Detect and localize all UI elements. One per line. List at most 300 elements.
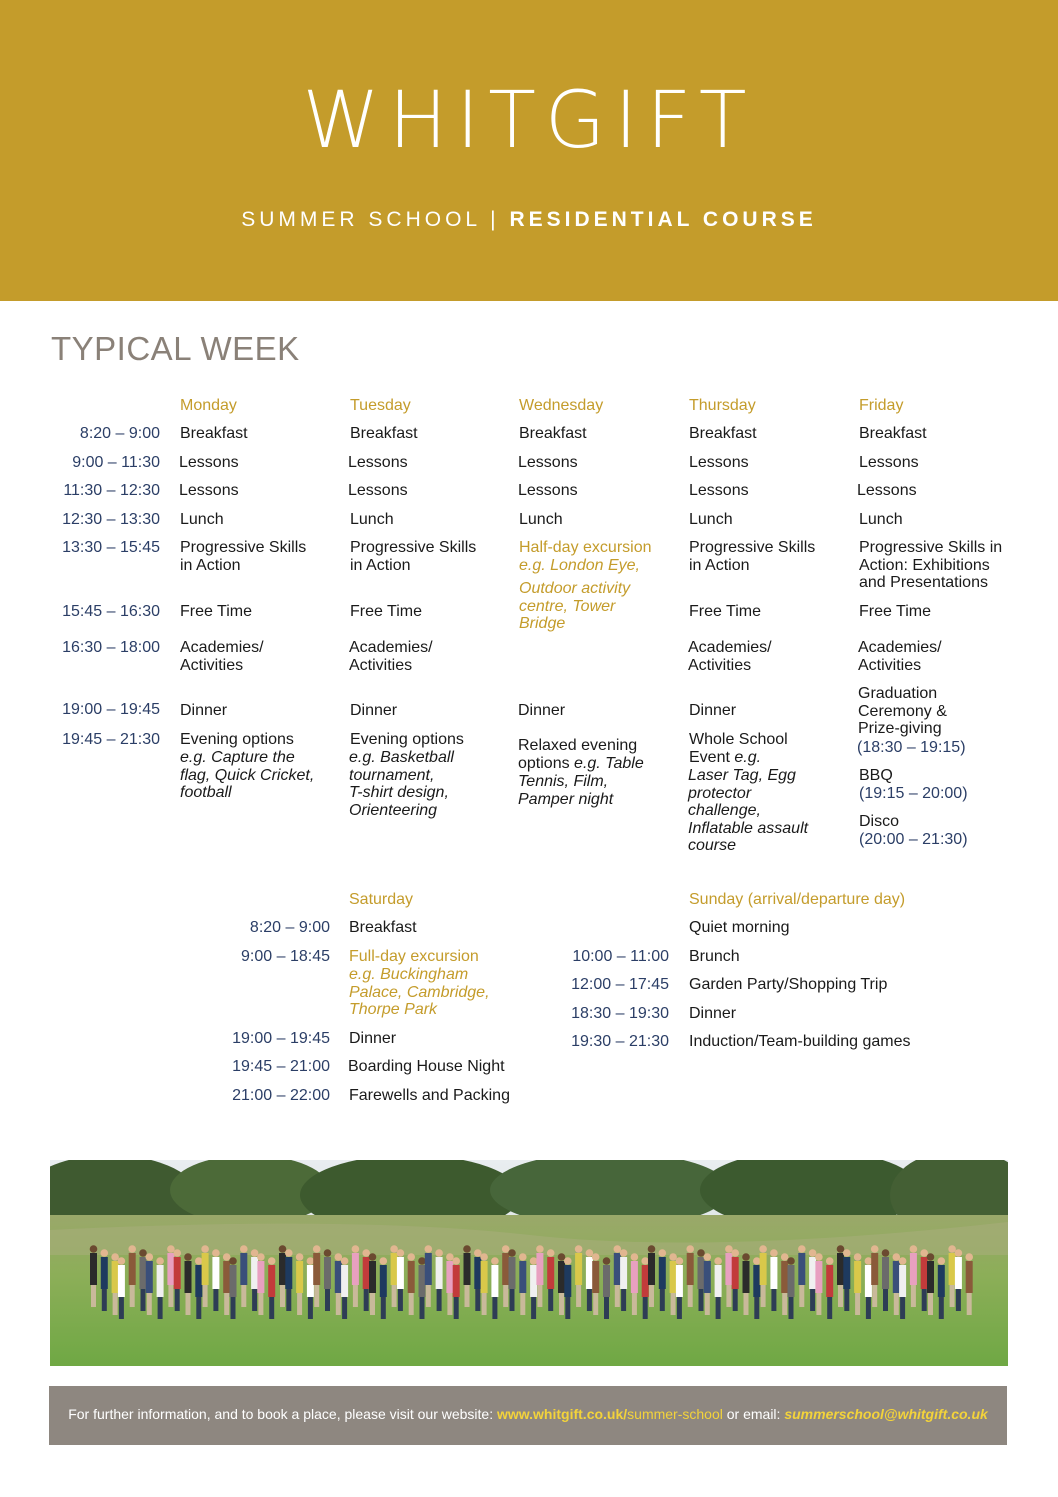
person-legs (531, 1297, 536, 1319)
group-photo (50, 1160, 1008, 1366)
person-figure (101, 1257, 108, 1289)
person-legs (231, 1297, 236, 1319)
email-link[interactable]: summerschool@whitgift.co.uk (784, 1406, 988, 1422)
person-legs (325, 1289, 330, 1311)
thursday-lessons: Lessons (689, 482, 749, 499)
person-figure (966, 1261, 973, 1293)
tuesday-lessons: Lessons (348, 454, 408, 471)
person-head (955, 1249, 963, 1257)
person-head (201, 1245, 209, 1253)
person-figure (938, 1265, 945, 1297)
person-head (725, 1245, 733, 1253)
person-figure (285, 1257, 292, 1289)
person-head (530, 1257, 538, 1265)
website-link-domain[interactable]: www.whitgift.co.uk/ (497, 1406, 628, 1422)
person-figure (146, 1261, 153, 1293)
footer-text-intro: For further information, and to book a place, please visit our website: (68, 1406, 497, 1422)
person-figure (369, 1261, 376, 1293)
person-legs (113, 1293, 118, 1315)
saturday-dinner: Dinner (349, 1030, 397, 1047)
friday-skills: Progressive Skills in Action: Exhibitions and Presentations (859, 539, 1003, 591)
subtitle-bold: RESIDENTIAL COURSE (509, 208, 817, 231)
person-head (631, 1253, 639, 1261)
saturday-boarding: Boarding House Night (348, 1058, 505, 1075)
sunday-dinner: Dinner (689, 1005, 737, 1022)
person-head (965, 1253, 973, 1261)
wednesday-evening-eg: e.g. Table (574, 754, 644, 772)
person-figure (491, 1265, 498, 1297)
wednesday-evening-examples: Tennis, Film, Pamper night (518, 773, 614, 808)
person-head (798, 1245, 806, 1253)
time-slot: 15:45 – 16:30 (62, 603, 160, 620)
person-head (586, 1249, 594, 1257)
person-figure (446, 1261, 453, 1293)
person-head (101, 1249, 109, 1257)
person-legs (503, 1285, 508, 1307)
person-figure (921, 1257, 928, 1289)
person-legs (437, 1289, 442, 1311)
person-legs (928, 1293, 933, 1315)
person-head (324, 1249, 332, 1257)
person-head (676, 1257, 684, 1265)
person-legs (102, 1289, 107, 1311)
person-head (139, 1249, 147, 1257)
person-legs (593, 1293, 598, 1315)
person-head (704, 1253, 712, 1261)
person-figure (753, 1265, 760, 1297)
person-figure (558, 1261, 565, 1293)
day-header-saturday: Saturday (349, 891, 414, 908)
tuesday-breakfast: Breakfast (350, 425, 418, 442)
person-head (341, 1257, 349, 1265)
person-head (753, 1257, 761, 1265)
person-head (547, 1249, 555, 1257)
person-head (425, 1245, 433, 1253)
person-head (184, 1253, 192, 1261)
person-head (480, 1253, 488, 1261)
person-legs (203, 1285, 208, 1307)
person-legs (398, 1289, 403, 1311)
person-head (882, 1249, 890, 1257)
person-figure (955, 1257, 962, 1289)
wednesday-dinner: Dinner (518, 702, 566, 719)
person-head (118, 1257, 126, 1265)
person-head (508, 1249, 516, 1257)
friday-lunch: Lunch (859, 511, 903, 528)
person-figure (893, 1261, 900, 1293)
person-figure (530, 1265, 537, 1297)
person-legs (392, 1285, 397, 1307)
sunday-time: 18:30 – 19:30 (571, 1005, 669, 1022)
saturday-farewells: Farewells and Packing (349, 1087, 510, 1104)
person-legs (420, 1297, 425, 1319)
person-figure (843, 1257, 850, 1289)
person-legs (705, 1293, 710, 1315)
person-head (659, 1249, 667, 1257)
footer-bar (49, 1386, 1007, 1445)
person-head (781, 1253, 789, 1261)
person-legs (872, 1285, 877, 1307)
person-legs (447, 1293, 452, 1315)
person-figure (279, 1253, 286, 1285)
person-head (669, 1253, 677, 1261)
person-head (285, 1249, 293, 1257)
person-figure (481, 1261, 488, 1293)
tuesday-evening: Evening options (350, 731, 464, 748)
person-figure (837, 1253, 844, 1285)
person-legs (475, 1289, 480, 1311)
tuesday-lunch: Lunch (350, 511, 394, 528)
person-figure (760, 1253, 767, 1285)
person-head (407, 1253, 415, 1261)
person-legs (186, 1293, 191, 1315)
person-figure (240, 1253, 247, 1285)
thursday-lessons: Lessons (689, 454, 749, 471)
person-legs (280, 1285, 285, 1307)
thursday-dinner: Dinner (689, 702, 737, 719)
person-figure (223, 1261, 230, 1293)
person-figure (251, 1257, 258, 1289)
thursday-evening-eg: e.g. (734, 748, 762, 766)
person-legs (336, 1293, 341, 1315)
time-slot: 16:30 – 18:00 (62, 639, 160, 656)
person-figure (509, 1257, 516, 1289)
person-legs (426, 1285, 431, 1307)
person-figure (676, 1265, 683, 1297)
person-legs (789, 1297, 794, 1319)
person-figure (195, 1265, 202, 1297)
sunday-brunch: Brunch (689, 948, 740, 965)
person-head (435, 1249, 443, 1257)
tuesday-evening-examples: e.g. Basketball tournament, T-shirt design, Orienteering (349, 749, 454, 819)
person-figure (687, 1253, 694, 1285)
monday-dinner: Dinner (180, 702, 228, 719)
person-legs (855, 1293, 860, 1315)
person-figure (352, 1253, 359, 1285)
person-figure (268, 1265, 275, 1297)
sunday-time: 12:00 – 17:45 (571, 976, 669, 993)
subtitle-plain: SUMMER SCHOOL | (241, 208, 510, 231)
person-head (296, 1253, 304, 1261)
person-legs (844, 1289, 849, 1311)
website-link-path[interactable]: summer-school (627, 1406, 723, 1422)
person-head (352, 1245, 360, 1253)
person-head (893, 1253, 901, 1261)
person-legs (939, 1297, 944, 1319)
person-legs (252, 1289, 257, 1311)
saturday-time: 19:00 – 19:45 (232, 1030, 330, 1047)
person-legs (726, 1285, 731, 1307)
person-head (843, 1249, 851, 1257)
person-legs (576, 1285, 581, 1307)
person-head (111, 1253, 119, 1261)
person-figure (614, 1253, 621, 1285)
sunday-quiet-morning: Quiet morning (689, 919, 790, 936)
person-legs (643, 1297, 648, 1319)
person-head (418, 1257, 426, 1265)
person-legs (141, 1289, 146, 1311)
monday-academies: Academies/ Activities (180, 639, 264, 674)
person-figure (536, 1253, 543, 1285)
person-figure (474, 1257, 481, 1289)
friday-disco-time: (20:00 – 21:30) (859, 831, 968, 848)
person-figure (174, 1257, 181, 1289)
saturday-time: 19:45 – 21:00 (232, 1058, 330, 1075)
person-legs (537, 1285, 542, 1307)
person-figure (781, 1261, 788, 1293)
thursday-lunch: Lunch (689, 511, 733, 528)
monday-evening: Evening options (180, 731, 294, 748)
person-figure (899, 1265, 906, 1297)
person-legs (911, 1285, 916, 1307)
saturday-time: 8:20 – 9:00 (249, 919, 330, 936)
person-head (90, 1245, 98, 1253)
person-legs (510, 1289, 515, 1311)
person-figure (732, 1257, 739, 1289)
person-legs (196, 1297, 201, 1319)
tuesday-lessons: Lessons (348, 482, 408, 499)
thursday-breakfast: Breakfast (689, 425, 757, 442)
sunday-induction: Induction/Team-building games (689, 1033, 911, 1050)
person-legs (587, 1289, 592, 1311)
person-figure (575, 1253, 582, 1285)
person-legs (454, 1297, 459, 1319)
person-figure (910, 1253, 917, 1285)
person-head (173, 1249, 181, 1257)
person-head (920, 1249, 928, 1257)
person-legs (810, 1289, 815, 1311)
person-head (592, 1253, 600, 1261)
day-header-tuesday: Tuesday (350, 397, 411, 414)
person-legs (213, 1289, 218, 1311)
time-slot: 13:30 – 15:45 (62, 539, 160, 556)
person-figure (519, 1261, 526, 1293)
day-header-thursday: Thursday (689, 397, 756, 414)
person-figure (927, 1261, 934, 1293)
person-legs (559, 1293, 564, 1315)
time-slot: 9:00 – 11:30 (72, 454, 160, 471)
person-figure (865, 1265, 872, 1297)
person-head (536, 1245, 544, 1253)
person-figure (453, 1265, 460, 1297)
person-legs (761, 1285, 766, 1307)
person-head (927, 1253, 935, 1261)
person-legs (733, 1289, 738, 1311)
person-head (938, 1257, 946, 1265)
person-head (397, 1249, 405, 1257)
person-head (452, 1257, 460, 1265)
person-legs (548, 1289, 553, 1311)
person-legs (258, 1293, 263, 1315)
person-figure (704, 1261, 711, 1293)
person-legs (677, 1297, 682, 1319)
person-legs (175, 1289, 180, 1311)
person-figure (715, 1265, 722, 1297)
wednesday-lessons: Lessons (518, 454, 578, 471)
person-head (787, 1257, 795, 1265)
footer-text (49, 1406, 1007, 1422)
person-legs (308, 1297, 313, 1319)
person-figure (313, 1253, 320, 1285)
person-head (519, 1253, 527, 1261)
person-legs (604, 1297, 609, 1319)
person-figure (770, 1257, 777, 1289)
person-head (268, 1257, 276, 1265)
person-head (446, 1253, 454, 1261)
person-legs (621, 1289, 626, 1311)
person-legs (615, 1285, 620, 1307)
person-head (910, 1245, 918, 1253)
friday-bbq-time: (19:15 – 20:00) (859, 785, 968, 802)
person-figure (788, 1265, 795, 1297)
person-figure (826, 1265, 833, 1297)
saturday-time: 9:00 – 18:45 (241, 948, 330, 965)
person-legs (381, 1297, 386, 1319)
person-figure (798, 1253, 805, 1285)
person-figure (464, 1253, 471, 1285)
person-figure (854, 1261, 861, 1293)
person-head (463, 1245, 471, 1253)
person-legs (866, 1297, 871, 1319)
person-legs (827, 1297, 832, 1319)
person-legs (771, 1289, 776, 1311)
person-head (648, 1245, 656, 1253)
person-head (146, 1253, 154, 1261)
saturday-excursion: Full-day excursion (349, 948, 479, 965)
friday-disco: Disco (859, 813, 900, 830)
person-head (614, 1245, 622, 1253)
person-legs (894, 1293, 899, 1315)
person-legs (671, 1293, 676, 1315)
person-head (865, 1257, 873, 1265)
person-figure (129, 1253, 136, 1285)
person-legs (314, 1285, 319, 1307)
wednesday-lessons: Lessons (518, 482, 578, 499)
monday-lessons: Lessons (179, 482, 239, 499)
time-slot: 11:30 – 12:30 (63, 482, 160, 499)
person-legs (297, 1293, 302, 1315)
group-photo-illustration (50, 1160, 1008, 1366)
thursday-evening-text: Whole School Event (689, 731, 788, 766)
person-figure (871, 1253, 878, 1285)
person-legs (465, 1285, 470, 1307)
person-head (380, 1257, 388, 1265)
person-legs (688, 1285, 693, 1307)
thursday-academies: Academies/ Activities (688, 639, 772, 674)
person-head (731, 1249, 739, 1257)
saturday-excursion-examples: e.g. Buckingham Palace, Cambridge, Thorpe Park (349, 966, 490, 1018)
page-title: TYPICAL WEEK (51, 330, 300, 367)
person-figure (659, 1257, 666, 1289)
person-head (128, 1245, 136, 1253)
sunday-garden-party: Garden Party/Shopping Trip (689, 976, 888, 993)
person-figure (592, 1261, 599, 1293)
person-legs (900, 1297, 905, 1319)
person-figure (547, 1257, 554, 1289)
thursday-evening (689, 731, 788, 766)
person-legs (158, 1297, 163, 1319)
person-legs (147, 1293, 152, 1315)
person-legs (838, 1285, 843, 1307)
monday-evening-examples: e.g. Capture the flag, Quick Cricket, football (180, 749, 315, 801)
person-figure (436, 1257, 443, 1289)
time-slot: 19:00 – 19:45 (62, 701, 160, 718)
tuesday-dinner: Dinner (350, 702, 398, 719)
person-legs (649, 1285, 654, 1307)
person-legs (744, 1293, 749, 1315)
person-figure (642, 1265, 649, 1297)
person-head (564, 1257, 572, 1265)
person-head (335, 1253, 343, 1261)
footer-text-email-label: or email: (722, 1406, 785, 1422)
person-head (167, 1245, 175, 1253)
person-figure (815, 1261, 822, 1293)
person-figure (118, 1265, 125, 1297)
monday-breakfast: Breakfast (180, 425, 248, 442)
person-legs (565, 1297, 570, 1319)
person-head (558, 1253, 566, 1261)
person-head (491, 1257, 499, 1265)
friday-graduation: Graduation Ceremony & Prize-giving (858, 685, 947, 737)
person-head (575, 1245, 583, 1253)
person-head (474, 1249, 482, 1257)
day-header-friday: Friday (859, 397, 904, 414)
saturday-breakfast: Breakfast (349, 919, 417, 936)
wednesday-evening (518, 737, 644, 772)
monday-lunch: Lunch (180, 511, 224, 528)
monday-skills: Progressive Skills in Action (180, 539, 307, 574)
person-figure (564, 1265, 571, 1297)
person-legs (269, 1297, 274, 1319)
monday-free-time: Free Time (180, 603, 253, 620)
person-legs (482, 1293, 487, 1315)
friday-free-time: Free Time (859, 603, 932, 620)
person-head (229, 1257, 237, 1265)
person-legs (782, 1293, 787, 1315)
person-head (826, 1257, 834, 1265)
person-figure (335, 1261, 342, 1293)
person-head (697, 1249, 705, 1257)
person-head (714, 1257, 722, 1265)
person-head (212, 1249, 220, 1257)
person-head (742, 1253, 750, 1261)
person-figure (670, 1261, 677, 1293)
person-head (369, 1253, 377, 1261)
person-figure (202, 1253, 209, 1285)
person-figure (882, 1257, 889, 1289)
person-legs (370, 1293, 375, 1315)
person-head (759, 1245, 767, 1253)
person-legs (922, 1289, 927, 1311)
header-banner (0, 0, 1058, 301)
person-legs (353, 1285, 358, 1307)
person-legs (241, 1285, 246, 1307)
wednesday-lunch: Lunch (519, 511, 563, 528)
person-figure (296, 1261, 303, 1293)
person-head (815, 1253, 823, 1261)
person-head (195, 1257, 203, 1265)
day-header-monday: Monday (180, 397, 237, 414)
person-legs (754, 1297, 759, 1319)
time-slot: 8:20 – 9:00 (79, 425, 160, 442)
person-legs (660, 1289, 665, 1311)
person-legs (168, 1285, 173, 1307)
person-legs (883, 1289, 888, 1311)
monday-lessons: Lessons (179, 454, 239, 471)
day-header-sunday: Sunday (arrival/departure day) (689, 891, 906, 908)
person-figure (363, 1257, 370, 1289)
person-legs (950, 1285, 955, 1307)
